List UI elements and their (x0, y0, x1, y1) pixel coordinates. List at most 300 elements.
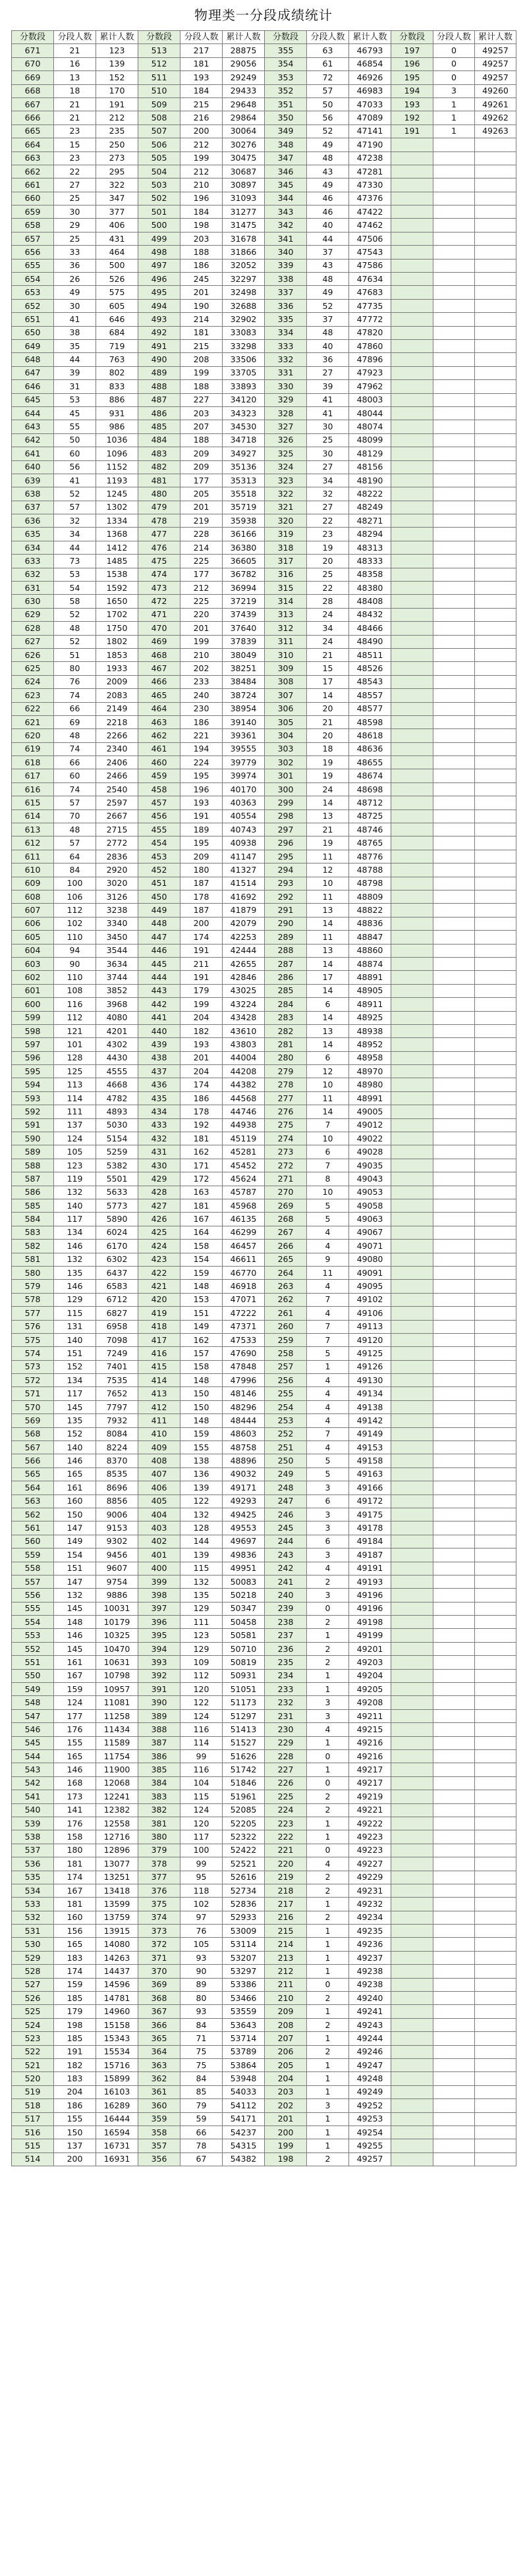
cumulative-cell (475, 715, 516, 728)
count-cell: 7 (307, 1333, 349, 1346)
count-cell: 102 (54, 917, 96, 930)
score-cell: 658 (12, 219, 54, 232)
table-row (12, 1736, 516, 1749)
count-cell (433, 246, 475, 259)
count-cell (433, 863, 475, 877)
count-cell: 7 (307, 1159, 349, 1172)
count-cell (433, 501, 475, 514)
score-cell: 302 (265, 756, 307, 769)
score-cell (391, 1642, 433, 1655)
score-cell: 495 (138, 286, 180, 299)
score-cell: 530 (12, 1938, 54, 1951)
score-cell: 195 (391, 71, 433, 84)
count-cell: 37 (307, 313, 349, 326)
score-cell (391, 595, 433, 608)
score-cell: 611 (12, 850, 54, 863)
count-cell (433, 782, 475, 796)
score-cell (391, 1199, 433, 1212)
cumulative-cell (475, 648, 516, 661)
table-row (12, 165, 516, 178)
table-row (12, 138, 516, 151)
cumulative-cell: 526 (96, 273, 138, 286)
score-cell (391, 1629, 433, 1642)
cumulative-cell: 49223 (349, 1830, 391, 1844)
score-cell: 547 (12, 1709, 54, 1722)
cumulative-cell: 51051 (223, 1683, 265, 1696)
count-cell: 125 (54, 1065, 96, 1078)
cumulative-cell: 49153 (349, 1441, 391, 1454)
score-cell: 466 (138, 675, 180, 688)
cumulative-cell (475, 326, 516, 339)
score-cell: 544 (12, 1750, 54, 1763)
header-count: 分段人数 (433, 31, 475, 44)
cumulative-cell: 8856 (96, 1494, 138, 1508)
count-cell: 203 (180, 406, 223, 420)
count-cell (433, 944, 475, 957)
score-cell: 630 (12, 595, 54, 608)
table-row (12, 178, 516, 192)
count-cell: 80 (180, 1992, 223, 2005)
cumulative-cell (475, 1521, 516, 1535)
count-cell: 9 (307, 1253, 349, 1266)
cumulative-cell: 49196 (349, 1602, 391, 1615)
score-cell: 356 (138, 2152, 180, 2166)
score-cell (391, 1253, 433, 1266)
count-cell (433, 286, 475, 299)
count-cell: 219 (180, 514, 223, 528)
count-cell: 57 (54, 836, 96, 850)
count-cell (433, 2018, 475, 2031)
count-cell: 74 (54, 689, 96, 702)
score-cell: 452 (138, 863, 180, 877)
count-cell: 48 (307, 273, 349, 286)
cumulative-cell (475, 1374, 516, 1387)
score-cell (391, 2139, 433, 2152)
score-cell: 516 (12, 2125, 54, 2139)
table-row (12, 2058, 516, 2071)
cumulative-cell (475, 1400, 516, 1413)
table-row (12, 84, 516, 97)
count-cell (433, 1105, 475, 1118)
cumulative-cell: 49223 (349, 1844, 391, 1857)
cumulative-cell (475, 1280, 516, 1293)
cumulative-cell: 7098 (96, 1333, 138, 1346)
count-cell: 0 (433, 57, 475, 70)
score-cell: 602 (12, 971, 54, 984)
score-cell (391, 1280, 433, 1293)
score-cell: 276 (265, 1105, 307, 1118)
cumulative-cell: 49255 (349, 2139, 391, 2152)
table-row (12, 1065, 516, 1078)
cumulative-cell: 47820 (349, 326, 391, 339)
table-row (12, 1400, 516, 1413)
score-cell (391, 2018, 433, 2031)
cumulative-cell (475, 809, 516, 823)
count-cell: 4 (307, 1441, 349, 1454)
count-cell: 117 (54, 1213, 96, 1226)
score-cell (391, 1387, 433, 1400)
table-row (12, 246, 516, 259)
cumulative-cell (475, 689, 516, 702)
count-cell: 1 (307, 1817, 349, 1830)
score-cell: 360 (138, 2099, 180, 2112)
count-cell: 72 (307, 71, 349, 84)
score-cell: 418 (138, 1320, 180, 1333)
cumulative-cell: 48146 (223, 1387, 265, 1400)
cumulative-cell: 49178 (349, 1521, 391, 1535)
score-cell: 320 (265, 514, 307, 528)
score-cell: 284 (265, 998, 307, 1011)
cumulative-cell: 48698 (349, 782, 391, 796)
count-cell: 132 (180, 1508, 223, 1521)
score-cell (391, 1360, 433, 1373)
count-cell: 135 (54, 1414, 96, 1427)
count-cell: 75 (180, 2045, 223, 2058)
cumulative-cell: 43803 (223, 1038, 265, 1051)
score-cell (391, 877, 433, 890)
count-cell: 167 (54, 1669, 96, 1682)
cumulative-cell: 49204 (349, 1669, 391, 1682)
cumulative-cell: 49032 (223, 1467, 265, 1481)
cumulative-cell (475, 863, 516, 877)
score-cell: 401 (138, 1548, 180, 1562)
cumulative-cell: 30687 (223, 165, 265, 178)
count-cell (433, 219, 475, 232)
count-cell: 20 (307, 729, 349, 742)
count-cell: 27 (307, 366, 349, 379)
cumulative-cell: 3968 (96, 998, 138, 1011)
cumulative-cell (475, 1481, 516, 1494)
table-row (12, 1253, 516, 1266)
score-cell (391, 232, 433, 245)
count-cell: 19 (307, 836, 349, 850)
cumulative-cell: 32688 (223, 299, 265, 312)
count-cell: 205 (180, 487, 223, 501)
count-cell: 21 (54, 97, 96, 111)
cumulative-cell: 49102 (349, 1293, 391, 1306)
cumulative-cell: 44938 (223, 1118, 265, 1132)
score-cell (391, 1467, 433, 1481)
cumulative-cell: 46611 (223, 1253, 265, 1266)
score-cell (391, 917, 433, 930)
count-cell: 70 (54, 809, 96, 823)
score-cell: 596 (12, 1051, 54, 1064)
score-cell: 562 (12, 1508, 54, 1521)
cumulative-cell: 44004 (223, 1051, 265, 1064)
cumulative-cell: 464 (96, 246, 138, 259)
cumulative-cell (475, 393, 516, 406)
cumulative-cell (475, 1830, 516, 1844)
table-row (12, 406, 516, 420)
count-cell: 188 (180, 380, 223, 393)
score-cell (391, 447, 433, 460)
score-cell: 411 (138, 1414, 180, 1427)
count-cell: 2 (307, 1790, 349, 1803)
score-cell: 294 (265, 863, 307, 877)
count-cell: 33 (54, 246, 96, 259)
count-cell: 176 (54, 1817, 96, 1830)
cumulative-cell (475, 2139, 516, 2152)
count-cell: 1 (307, 2058, 349, 2071)
count-cell: 165 (54, 1938, 96, 1951)
score-cell: 671 (12, 44, 54, 57)
score-cell: 272 (265, 1159, 307, 1172)
cumulative-cell: 33893 (223, 380, 265, 393)
count-cell (433, 541, 475, 554)
score-cell: 637 (12, 501, 54, 514)
count-cell: 184 (180, 84, 223, 97)
cumulative-cell (475, 1441, 516, 1454)
score-cell: 592 (12, 1105, 54, 1118)
score-cell (391, 1266, 433, 1279)
cumulative-cell (475, 1562, 516, 1575)
score-cell: 491 (138, 339, 180, 352)
cumulative-cell: 49063 (349, 1213, 391, 1226)
score-cell: 395 (138, 1629, 180, 1642)
cumulative-cell: 2340 (96, 742, 138, 755)
table-row (12, 1776, 516, 1790)
count-cell (433, 1938, 475, 1951)
count-cell (433, 675, 475, 688)
score-cell: 572 (12, 1374, 54, 1387)
count-cell: 203 (180, 232, 223, 245)
cumulative-cell: 4080 (96, 1011, 138, 1024)
count-cell: 2 (307, 2152, 349, 2166)
score-cell: 613 (12, 823, 54, 836)
count-cell: 19 (307, 769, 349, 782)
cumulative-cell (475, 1293, 516, 1306)
count-cell: 25 (307, 433, 349, 447)
count-cell: 101 (54, 1038, 96, 1051)
score-cell: 585 (12, 1199, 54, 1212)
table-row (12, 2045, 516, 2058)
score-cell (391, 1683, 433, 1696)
score-cell: 425 (138, 1226, 180, 1239)
table-row (12, 2018, 516, 2031)
count-cell: 174 (54, 1871, 96, 1884)
cumulative-cell: 45281 (223, 1145, 265, 1159)
cumulative-cell: 48296 (223, 1400, 265, 1413)
cumulative-cell: 44208 (223, 1065, 265, 1078)
header-score: 分数段 (12, 31, 54, 44)
table-row (12, 299, 516, 312)
cumulative-cell (475, 1091, 516, 1105)
cumulative-cell: 49175 (349, 1508, 391, 1521)
cumulative-cell (475, 165, 516, 178)
cumulative-cell (475, 1709, 516, 1722)
cumulative-cell: 35313 (223, 474, 265, 487)
score-cell: 344 (265, 192, 307, 205)
cumulative-cell: 6958 (96, 1320, 138, 1333)
score-cell (391, 1024, 433, 1037)
cumulative-cell (475, 1065, 516, 1078)
score-cell (391, 366, 433, 379)
count-cell: 139 (180, 1481, 223, 1494)
count-cell (433, 393, 475, 406)
cumulative-cell: 684 (96, 326, 138, 339)
cumulative-cell: 45624 (223, 1172, 265, 1186)
count-cell: 90 (180, 1965, 223, 1978)
cumulative-cell: 48099 (349, 433, 391, 447)
count-cell: 114 (180, 1736, 223, 1749)
score-cell: 581 (12, 1253, 54, 1266)
count-cell: 84 (180, 2072, 223, 2085)
table-row (12, 823, 516, 836)
count-cell: 179 (180, 984, 223, 997)
score-cell: 342 (265, 219, 307, 232)
score-cell: 624 (12, 675, 54, 688)
table-row (12, 729, 516, 742)
cumulative-cell: 48190 (349, 474, 391, 487)
count-cell: 129 (54, 1293, 96, 1306)
cumulative-cell: 49257 (475, 44, 516, 57)
count-cell (433, 1051, 475, 1064)
count-cell: 21 (54, 44, 96, 57)
count-cell: 210 (180, 178, 223, 192)
cumulative-cell: 36605 (223, 555, 265, 568)
count-cell: 227 (180, 393, 223, 406)
score-cell: 646 (12, 380, 54, 393)
cumulative-cell: 48798 (349, 877, 391, 890)
count-cell: 116 (54, 998, 96, 1011)
score-cell: 636 (12, 514, 54, 528)
score-cell: 332 (265, 353, 307, 366)
count-cell (433, 1696, 475, 1709)
score-cell: 479 (138, 501, 180, 514)
score-cell: 550 (12, 1669, 54, 1682)
score-cell: 424 (138, 1240, 180, 1253)
cumulative-cell: 51527 (223, 1736, 265, 1749)
count-cell: 1 (307, 1683, 349, 1696)
cumulative-cell: 6170 (96, 1240, 138, 1253)
table-row (12, 1844, 516, 1857)
score-cell: 621 (12, 715, 54, 728)
cumulative-cell: 48490 (349, 635, 391, 648)
cumulative-cell: 49080 (349, 1253, 391, 1266)
count-cell: 0 (307, 1978, 349, 1991)
cumulative-cell: 37640 (223, 622, 265, 635)
cumulative-cell (475, 877, 516, 890)
cumulative-cell: 49208 (349, 1696, 391, 1709)
count-cell: 113 (54, 1078, 96, 1091)
count-cell (433, 2045, 475, 2058)
count-cell: 58 (54, 595, 96, 608)
cumulative-cell (475, 850, 516, 863)
cumulative-cell: 37219 (223, 595, 265, 608)
count-cell: 220 (180, 608, 223, 621)
count-cell: 10 (307, 1132, 349, 1145)
count-cell: 150 (54, 1508, 96, 1521)
count-cell: 145 (54, 1642, 96, 1655)
score-cell: 406 (138, 1481, 180, 1494)
count-cell: 90 (54, 957, 96, 970)
score-cell: 241 (265, 1575, 307, 1588)
count-cell: 6 (307, 998, 349, 1011)
cumulative-cell: 48776 (349, 850, 391, 863)
count-cell: 187 (180, 877, 223, 890)
cumulative-cell: 7797 (96, 1400, 138, 1413)
cumulative-cell (475, 2152, 516, 2166)
count-cell (433, 1683, 475, 1696)
count-cell: 100 (180, 1844, 223, 1857)
score-cell (391, 1494, 433, 1508)
count-cell: 200 (180, 917, 223, 930)
cumulative-cell: 53009 (223, 1925, 265, 1938)
count-cell: 52 (54, 487, 96, 501)
cumulative-cell: 406 (96, 219, 138, 232)
score-cell: 538 (12, 1830, 54, 1844)
count-cell: 184 (180, 206, 223, 219)
score-cell: 290 (265, 917, 307, 930)
count-cell: 140 (54, 1441, 96, 1454)
count-cell: 79 (180, 2099, 223, 2112)
count-cell: 186 (180, 715, 223, 728)
count-cell: 154 (54, 1548, 96, 1562)
table-row (12, 689, 516, 702)
cumulative-cell: 49221 (349, 1803, 391, 1817)
score-cell: 423 (138, 1253, 180, 1266)
cumulative-cell: 1702 (96, 608, 138, 621)
score-cell: 219 (265, 1871, 307, 1884)
count-cell: 159 (54, 1978, 96, 1991)
cumulative-cell (475, 1790, 516, 1803)
cumulative-cell: 36782 (223, 568, 265, 581)
cumulative-cell (475, 836, 516, 850)
count-cell: 140 (54, 1199, 96, 1212)
score-cell: 250 (265, 1454, 307, 1467)
score-cell (391, 1226, 433, 1239)
score-cell: 436 (138, 1078, 180, 1091)
count-cell: 49 (54, 286, 96, 299)
cumulative-cell (475, 1857, 516, 1871)
score-cell: 217 (265, 1898, 307, 1911)
score-cell: 614 (12, 809, 54, 823)
cumulative-cell: 32902 (223, 313, 265, 326)
count-cell: 225 (180, 555, 223, 568)
count-cell (433, 1978, 475, 1991)
score-cell: 271 (265, 1172, 307, 1186)
cumulative-cell: 46457 (223, 1240, 265, 1253)
score-cell: 617 (12, 769, 54, 782)
cumulative-cell (475, 1817, 516, 1830)
count-cell: 10 (307, 1078, 349, 1091)
count-cell: 145 (54, 1602, 96, 1615)
cumulative-cell: 49126 (349, 1360, 391, 1373)
cumulative-cell: 1036 (96, 433, 138, 447)
cumulative-cell: 42846 (223, 971, 265, 984)
score-cell (391, 1307, 433, 1320)
count-cell: 115 (180, 1790, 223, 1803)
count-cell: 123 (180, 1629, 223, 1642)
cumulative-cell: 49138 (349, 1400, 391, 1413)
score-cell: 417 (138, 1333, 180, 1346)
cumulative-cell: 8535 (96, 1467, 138, 1481)
score-cell: 260 (265, 1320, 307, 1333)
count-cell (433, 1333, 475, 1346)
score-cell: 473 (138, 582, 180, 595)
count-cell: 63 (307, 44, 349, 57)
score-cell: 394 (138, 1642, 180, 1655)
count-cell (433, 2032, 475, 2045)
score-cell: 618 (12, 756, 54, 769)
cumulative-cell: 37439 (223, 608, 265, 621)
table-row (12, 796, 516, 809)
cumulative-cell: 48891 (349, 971, 391, 984)
count-cell (433, 891, 475, 904)
cumulative-cell (475, 1736, 516, 1749)
score-cell: 359 (138, 2112, 180, 2125)
score-cell (391, 729, 433, 742)
